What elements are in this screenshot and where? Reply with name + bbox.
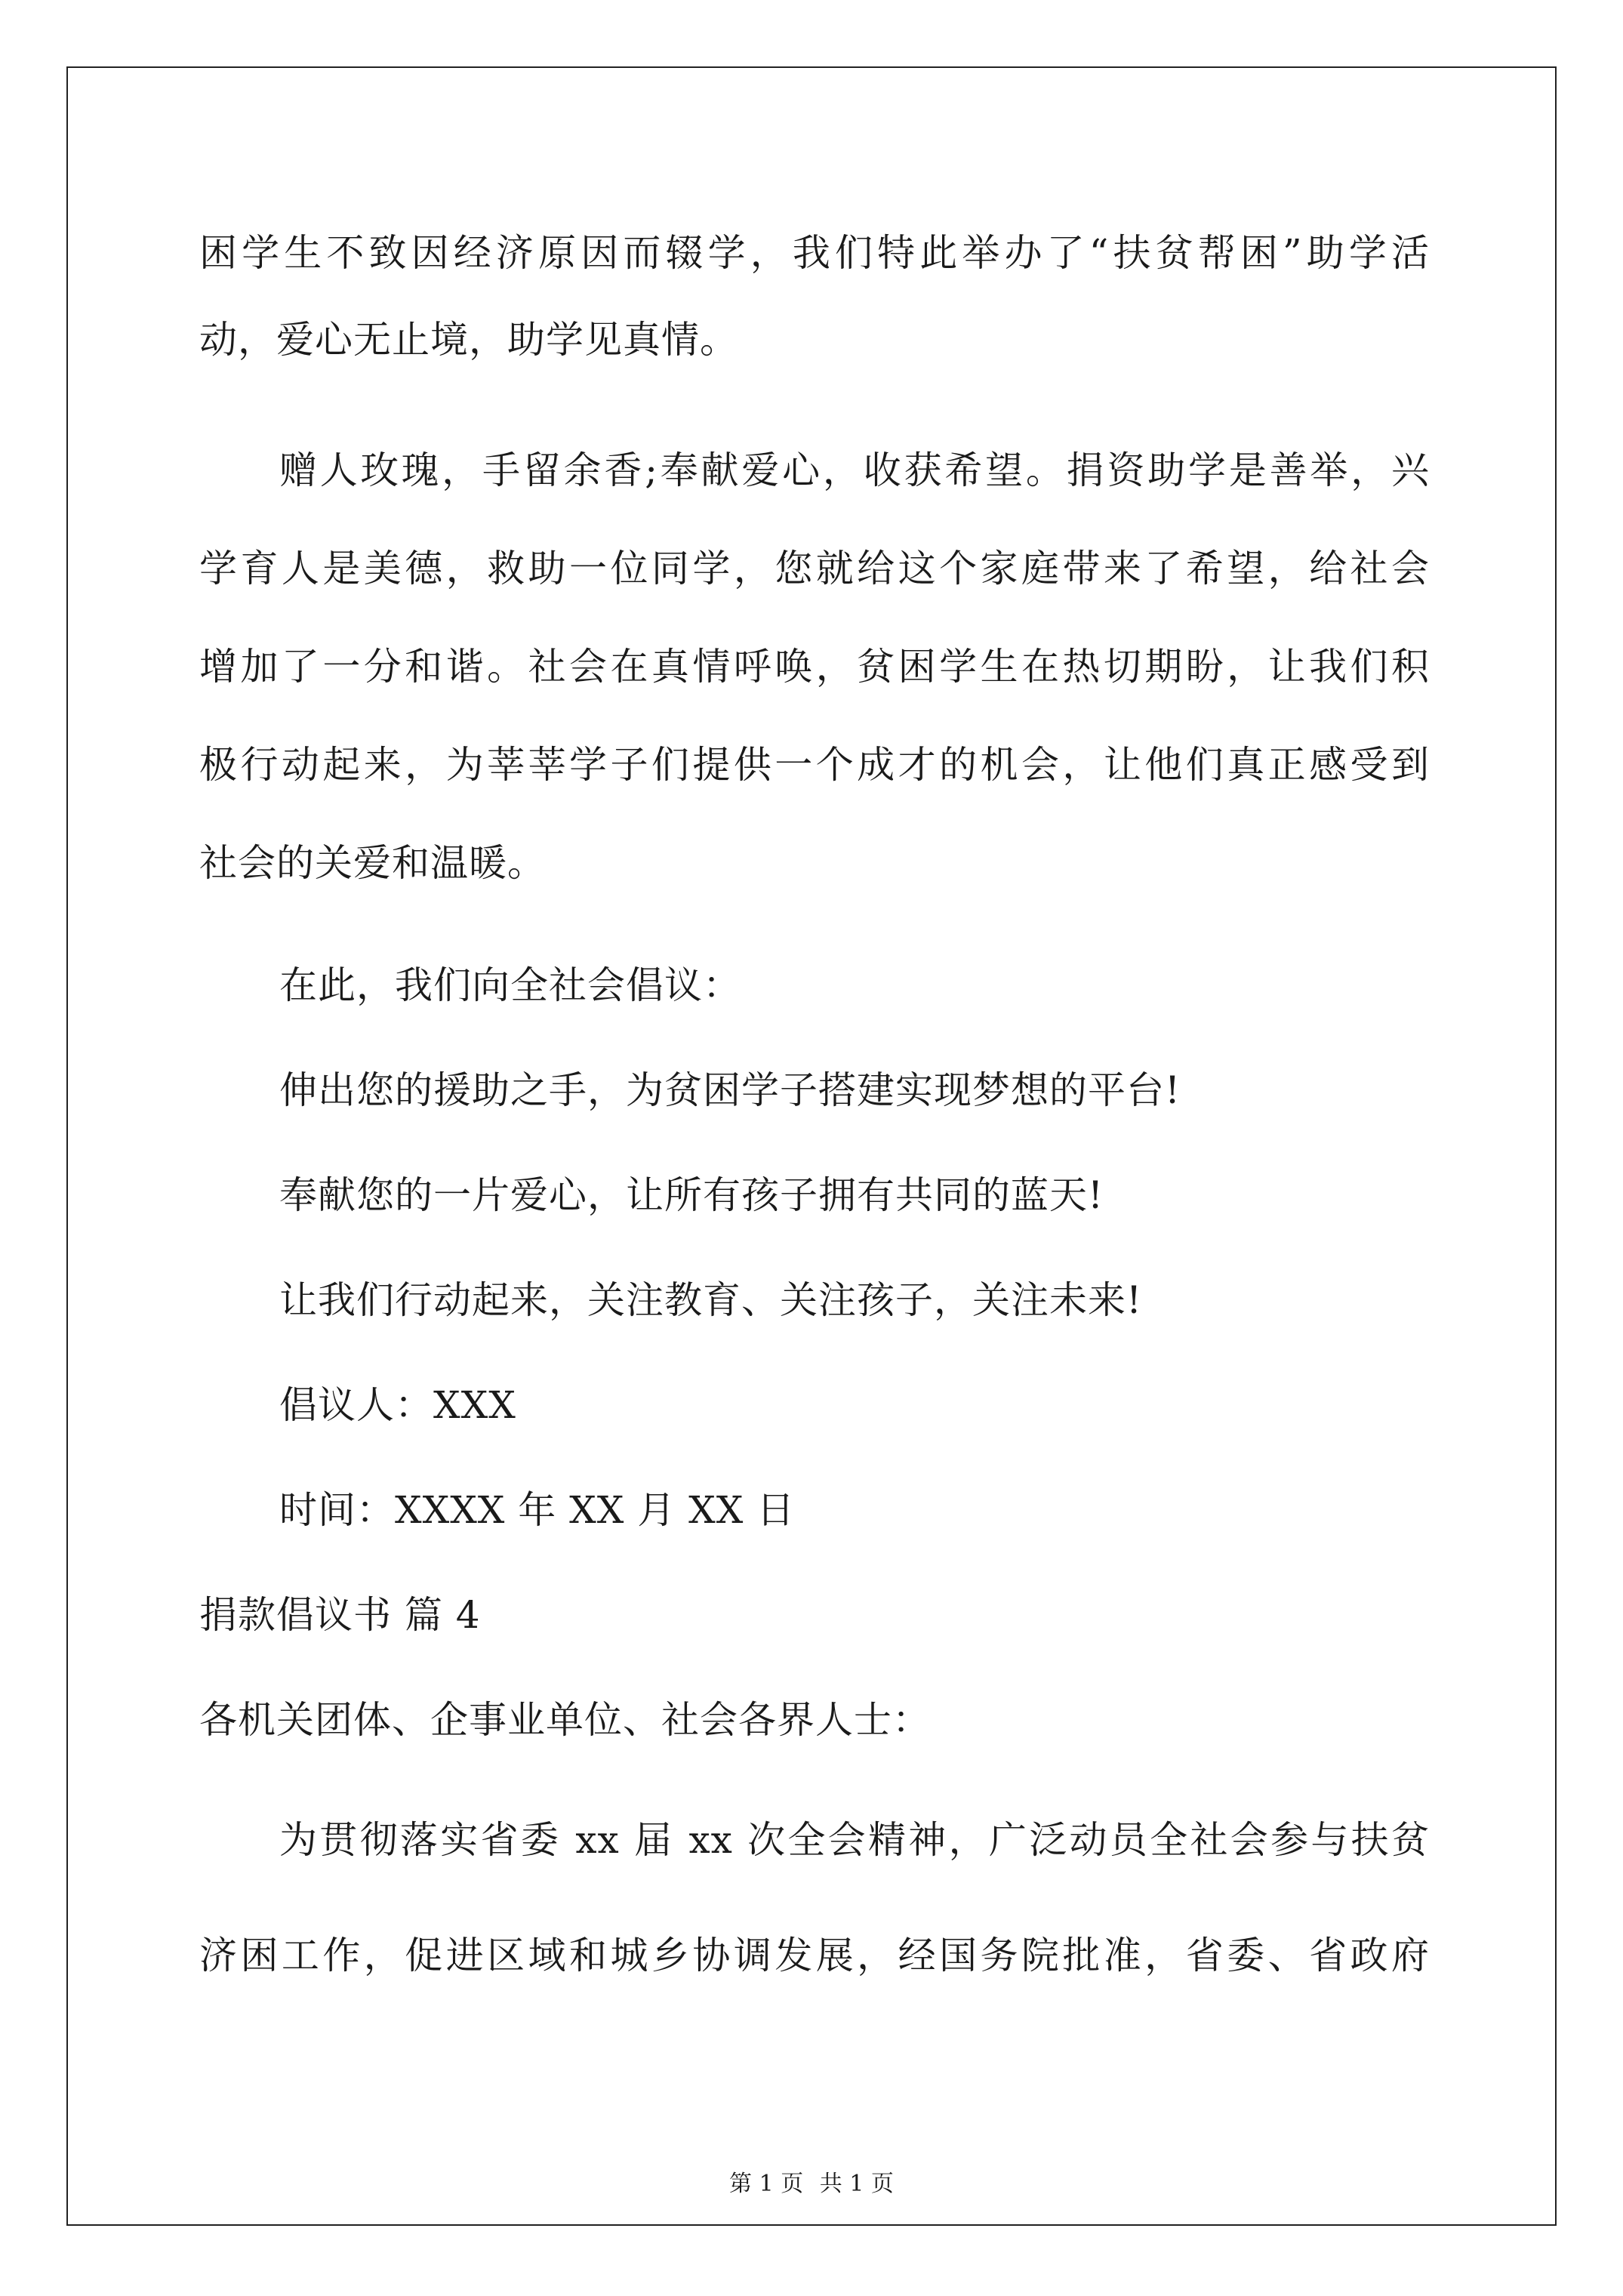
paragraph-line: 济困工作，促进区域和城乡协调发展，经国务院批准，省委、省政府 [199, 1934, 1430, 1977]
paragraph-line: 增加了一分和谐。社会在真情呼唤，贫困学生在热切期盼，让我们积 [199, 645, 1430, 689]
section-heading: 捐款倡议书 篇 4 [199, 1593, 481, 1637]
paragraph-line: 极行动起来，为莘莘学子们提供一个成才的机会，让他们真正感受到 [199, 743, 1430, 787]
paragraph-line: 让我们行动起来，关注教育、关注孩子，关注未来! [279, 1278, 1143, 1322]
paragraph-line: 伸出您的援助之手，为贫困学子搭建实现梦想的平台! [279, 1068, 1181, 1112]
date-line: 时间：XXXX 年 XX 月 XX 日 [279, 1488, 796, 1532]
salutation-line: 各机关团体、企事业单位、社会各界人士： [199, 1698, 931, 1742]
signatory-line: 倡议人：XXX [279, 1383, 516, 1427]
paragraph-line: 赠人玫瑰，手留余香;奉献爱心，收获希望。捐资助学是善举，兴 [279, 448, 1430, 492]
page-border [66, 66, 1557, 2226]
page-number: 第 1 页 [729, 2171, 804, 2197]
paragraph-line: 奉献您的一片爱心，让所有孩子拥有共同的蓝天! [279, 1173, 1104, 1217]
page-total: 共 1 页 [819, 2171, 894, 2197]
paragraph-line: 在此，我们向全社会倡议： [279, 963, 741, 1007]
paragraph-line: 动，爱心无止境，助学见真情。 [199, 318, 738, 362]
page-footer [0, 2169, 1623, 2199]
paragraph-line: 为贯彻落实省委 xx 届 xx 次全会精神，广泛动员全社会参与扶贫 [279, 1818, 1430, 1862]
paragraph-line: 学育人是美德，救助一位同学，您就给这个家庭带来了希望，给社会 [199, 547, 1430, 590]
paragraph-line: 社会的关爱和温暖。 [199, 841, 546, 885]
paragraph-line: 困学生不致因经济原因而辍学，我们特此举办了“扶贫帮困”助学活 [199, 231, 1430, 275]
